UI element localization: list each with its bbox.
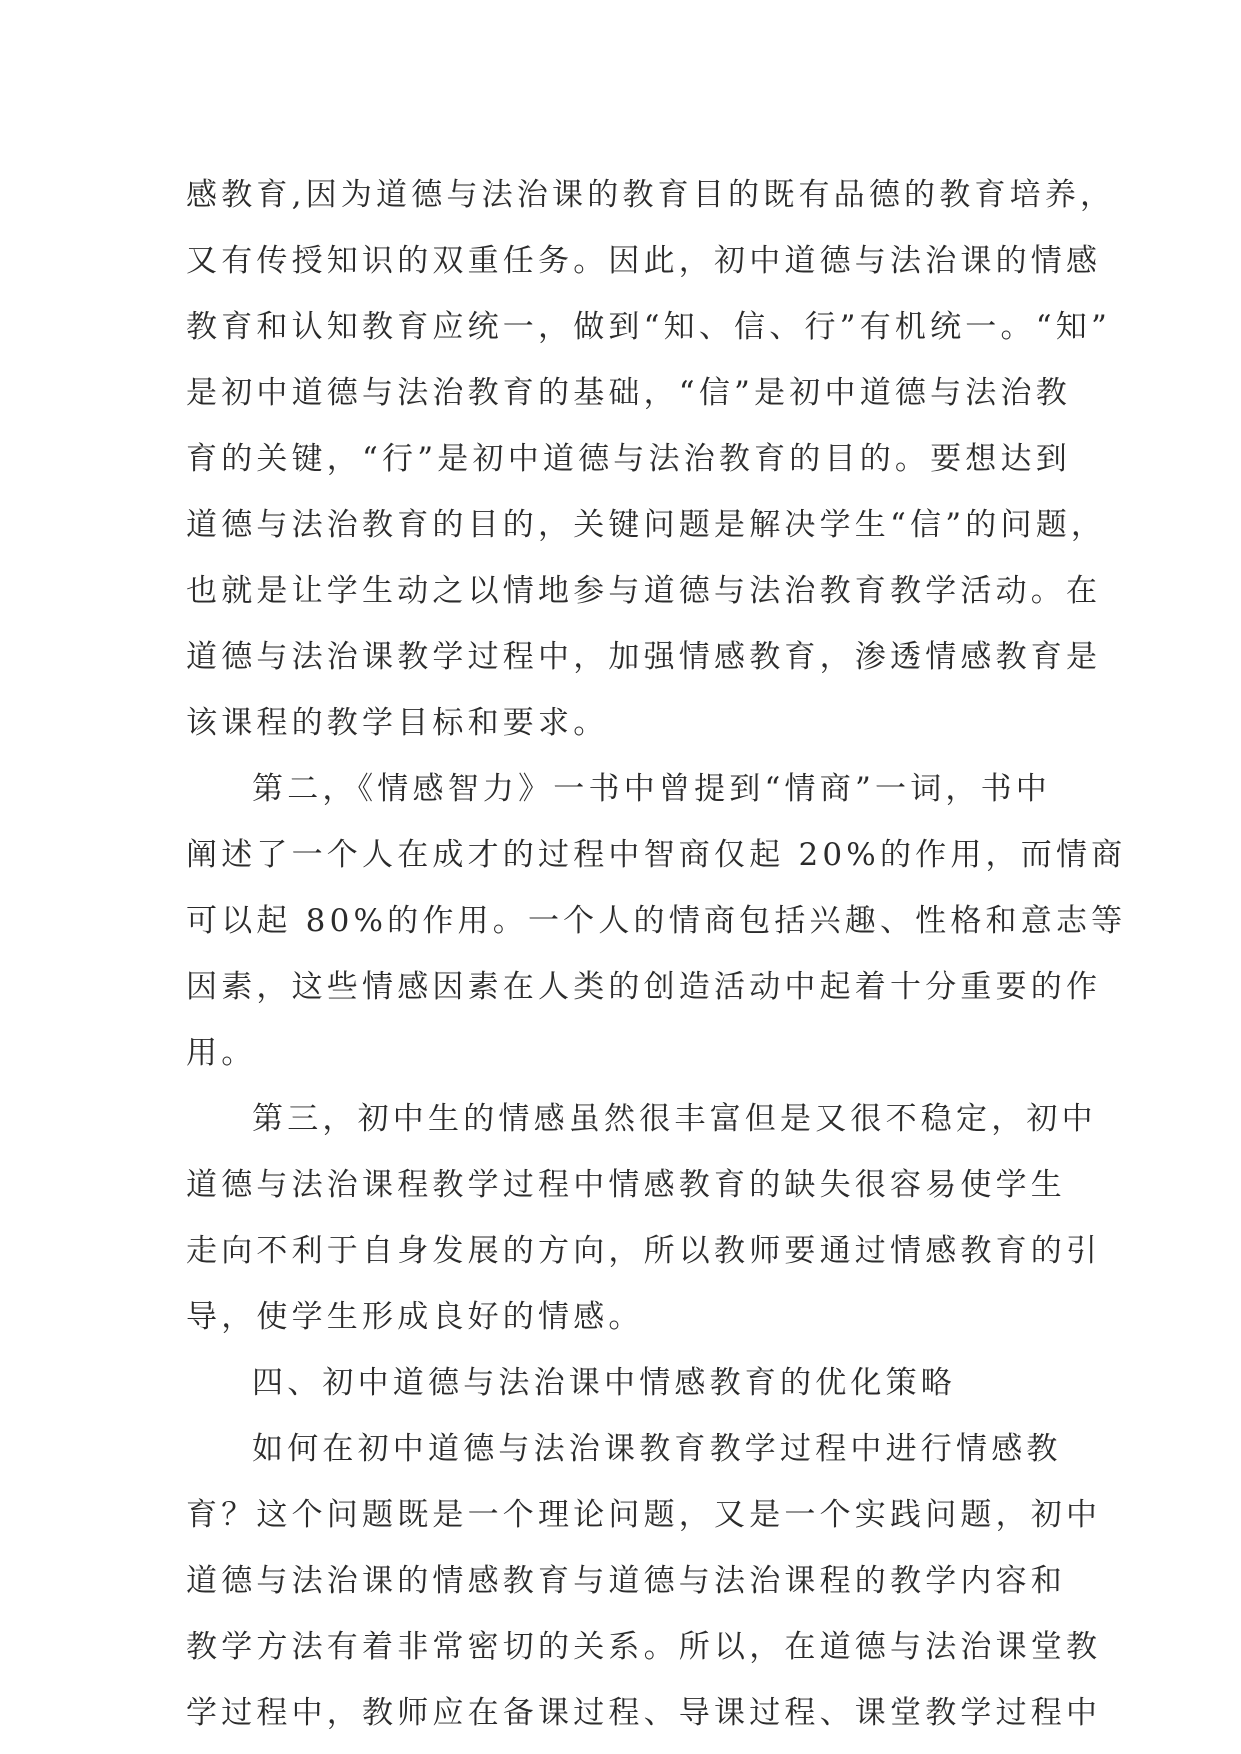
text-line: 道德与法治课教学过程中，加强情感教育，渗透情感教育是 bbox=[186, 639, 1102, 675]
text-line: 感教育,因为道德与法治课的教育目的既有品德的教育培养， bbox=[186, 177, 1116, 213]
body-text bbox=[186, 162, 1127, 1746]
text-line: 用。 bbox=[186, 1035, 257, 1071]
text-line: 道德与法治教育的目的，关键问题是解决学生“信”的问题， bbox=[186, 507, 1107, 543]
text-line: 育的关键，“行”是初中道德与法治教育的目的。要想达到 bbox=[186, 441, 1071, 477]
text-line: 道德与法治课的情感教育与道德与法治课程的教学内容和 bbox=[186, 1563, 1066, 1599]
text-line: 走向不利于自身发展的方向，所以教师要通过情感教育的引 bbox=[186, 1233, 1102, 1269]
text-line: 该课程的教学目标和要求。 bbox=[186, 705, 609, 741]
text-line: 导，使学生形成良好的情感。 bbox=[186, 1299, 644, 1335]
text-line: 可以起 80%的作用。一个人的情商包括兴趣、性格和意志等 bbox=[186, 903, 1127, 939]
text-line: 育？这个问题既是一个理论问题，又是一个实践问题，初中 bbox=[186, 1497, 1102, 1533]
text-line: 教育和认知教育应统一，做到“知、信、行”有机统一。“知” bbox=[186, 309, 1111, 345]
text-line: 阐述了一个人在成才的过程中智商仅起 20%的作用，而情商 bbox=[186, 837, 1127, 873]
paragraph-first-line: 第二，《情感智力》一书中曾提到“情商”一词，书中 bbox=[252, 771, 1051, 807]
text-line: 道德与法治课程教学过程中情感教育的缺失很容易使学生 bbox=[186, 1167, 1066, 1203]
text-line: 因素，这些情感因素在人类的创造活动中起着十分重要的作 bbox=[186, 969, 1102, 1005]
text-line: 是初中道德与法治教育的基础，“信”是初中道德与法治教 bbox=[186, 375, 1071, 411]
text-line: 也就是让学生动之以情地参与道德与法治教育教学活动。在 bbox=[186, 573, 1102, 609]
text-line: 教学方法有着非常密切的关系。所以，在道德与法治课堂教 bbox=[186, 1629, 1102, 1665]
paragraph-first-line: 如何在初中道德与法治课教育教学过程中进行情感教 bbox=[252, 1431, 1062, 1467]
paragraph-first-line: 第三，初中生的情感虽然很丰富但是又很不稳定，初中 bbox=[252, 1101, 1097, 1137]
text-line: 学过程中，教师应在备课过程、导课过程、课堂教学过程中 bbox=[186, 1695, 1102, 1731]
section-heading: 四、初中道德与法治课中情感教育的优化策略 bbox=[252, 1365, 956, 1401]
text-line: 又有传授知识的双重任务。因此，初中道德与法治课的情感 bbox=[186, 243, 1102, 279]
